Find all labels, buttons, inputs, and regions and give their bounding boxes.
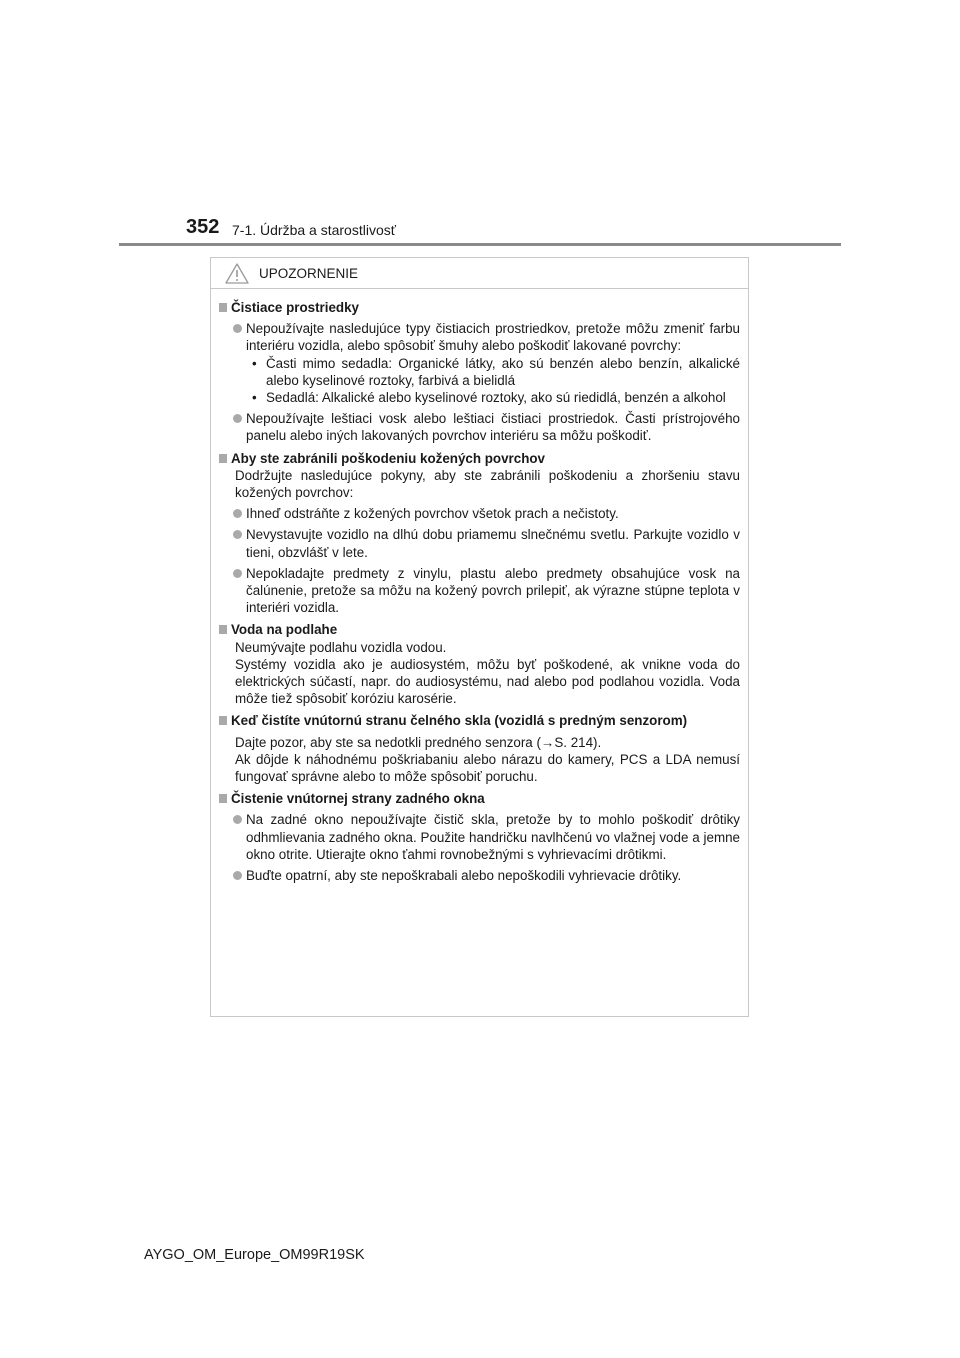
- square-bullet-icon: [219, 303, 227, 312]
- sub-item: • Časti mimo sedadla: Organické látky, ako sú benzén alebo benzín, alkalické alebo kyselinové roztoky, farbivá a bielidlá: [252, 355, 740, 388]
- warning-title: UPOZORNENIE: [259, 265, 359, 281]
- square-bullet-icon: [219, 454, 227, 463]
- paragraph: Dodržujte nasledujúce pokyny, aby ste zabránili poškodeniu a zhoršeniu stavu kožených povrchov:: [235, 467, 740, 501]
- section-heading: Čistiace prostriedky: [218, 299, 740, 316]
- section-rear-window: [218, 790, 740, 884]
- list-item: Nevystavujte vozidlo na dlhú dobu priamemu slnečnému svetlu. Parkujte vozidlo v tieni, obzvlášť v lete.: [218, 526, 740, 560]
- paragraph: Ak dôjde k náhodnému poškriabaniu alebo nárazu do kamery, PCS a LDA nemusí fungovať správne alebo to môže spôsobiť poruchu.: [235, 751, 740, 785]
- circle-bullet-icon: [233, 815, 242, 824]
- circle-bullet-icon: [233, 530, 242, 539]
- section-cleaning-agents: [218, 299, 740, 445]
- warning-content: [211, 289, 748, 884]
- section-heading: Keď čistíte vnútornú stranu čelného skla (vozidlá s predným senzorom): [218, 712, 740, 729]
- circle-bullet-icon: [233, 871, 242, 880]
- circle-bullet-icon: [233, 324, 242, 333]
- section-water-floor: [218, 621, 740, 707]
- paragraph: Neumývajte podlahu vozidla vodou.: [235, 639, 447, 655]
- header-rule: [119, 243, 841, 246]
- list-item: Nepoužívajte leštiaci vosk alebo leštiaci čistiaci prostriedok. Časti prístrojového panelu alebo iných lakovaných povrchov interiéru sa môžu poškodiť.: [218, 410, 740, 444]
- section-heading: Aby ste zabránili poškodeniu kožených povrchov: [218, 450, 740, 467]
- list-item: Na zadné okno nepoužívajte čistič skla, pretože by to mohlo poškodiť drôtiky odhmlievania zadného okna. Použite handričku navlhčenú vo vlažnej vode a jemne okno otrite. Utierajte okno ťahmi rovnobežnými s vyhrievacími drôtikmi.: [218, 811, 740, 863]
- section-leather: [218, 450, 740, 617]
- square-bullet-icon: [219, 716, 227, 725]
- warning-triangle-icon: [225, 263, 249, 284]
- circle-bullet-icon: [233, 509, 242, 518]
- paragraph: Dajte pozor, aby ste sa nedotkli predného senzora (→S. 214).: [235, 734, 602, 750]
- section-heading: Čistenie vnútornej strany zadného okna: [218, 790, 740, 807]
- paragraph: Systémy vozidla ako je audiosystém, môžu byť poškodené, ak vnikne voda do elektrických súčastí, napr. do audiosystému, nad alebo pod podlahou vozidla. Voda môže tiež spôsobiť koróziu karosérie.: [235, 656, 740, 707]
- section-windshield: [218, 712, 740, 785]
- circle-bullet-icon: [233, 569, 242, 578]
- section-title: 7-1. Údržba a starostlivosť: [232, 222, 396, 238]
- square-bullet-icon: [219, 794, 227, 803]
- warning-box: [210, 257, 749, 1017]
- circle-bullet-icon: [233, 414, 242, 423]
- section-heading: Voda na podlahe: [218, 621, 740, 638]
- page-number: 352: [186, 216, 220, 238]
- square-bullet-icon: [219, 625, 227, 634]
- warning-header: [211, 258, 748, 289]
- list-item: Nepoužívajte nasledujúce typy čistiacich prostriedkov, pretože môžu zmeniť farbu interiéru vozidla, alebo spôsobiť šmuhy alebo poškodiť lakované povrchy:: [218, 320, 740, 354]
- list-item: Nepokladajte predmety z vinylu, plastu alebo predmety obsahujúce vosk na čalúnenie, pretože sa môžu na kožený povrch prilepiť, ak výrazne stúpne teplota v interiéri vozidla.: [218, 565, 740, 617]
- list-item: Buďte opatrní, aby ste nepoškrabali alebo nepoškodili vyhrievacie drôtiky.: [218, 867, 740, 884]
- list-item: Ihneď odstráňte z kožených povrchov všetok prach a nečistoty.: [218, 505, 740, 522]
- sub-item: • Sedadlá: Alkalické alebo kyselinové roztoky, ako sú riedidlá, benzén a alkohol: [252, 390, 726, 406]
- footer-doc-id: AYGO_OM_Europe_OM99R19SK: [144, 1247, 365, 1263]
